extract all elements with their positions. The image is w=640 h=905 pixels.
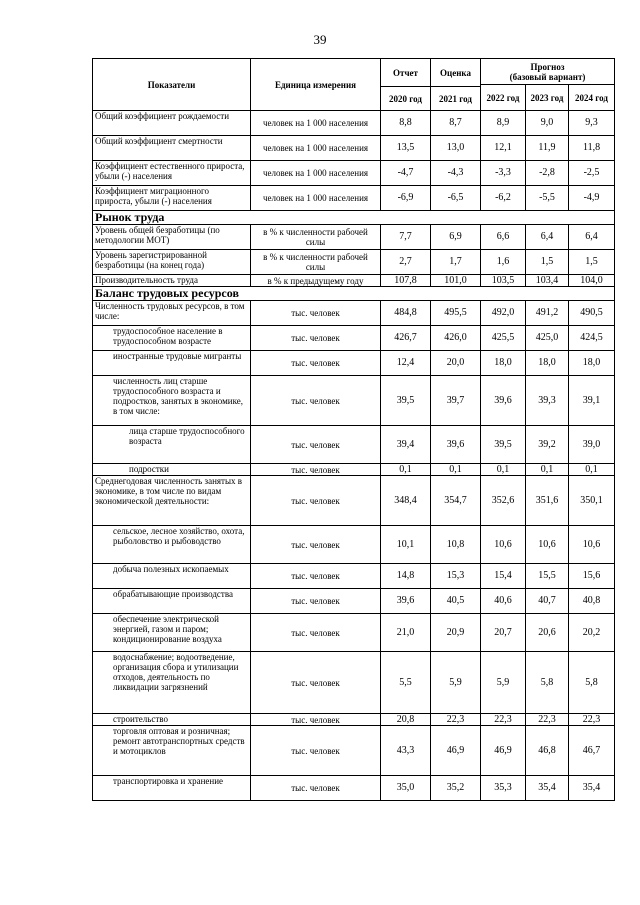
unit-cell: тыс. человек — [251, 476, 381, 526]
value-cell: -3,3 — [481, 161, 526, 186]
unit-cell: тыс. человек — [251, 326, 381, 351]
value-cell: 12,4 — [381, 351, 431, 376]
indicator-cell: Общий коэффициент смертности — [93, 136, 251, 161]
unit-cell: человек на 1 000 населения — [251, 111, 381, 136]
value-cell: 350,1 — [569, 476, 615, 526]
value-cell: 5,9 — [481, 652, 526, 714]
value-cell: 352,6 — [481, 476, 526, 526]
unit-cell: в % к численности рабочей силы — [251, 250, 381, 275]
value-cell: 426,7 — [381, 326, 431, 351]
value-cell: 13,5 — [381, 136, 431, 161]
table-row — [93, 614, 615, 652]
value-cell: 22,3 — [569, 714, 615, 726]
value-cell: 1,7 — [431, 250, 481, 275]
value-cell: 10,6 — [526, 526, 569, 564]
value-cell: 39,7 — [431, 376, 481, 426]
value-cell: 103,4 — [526, 275, 569, 287]
value-cell: 39,6 — [381, 589, 431, 614]
value-cell: 40,8 — [569, 589, 615, 614]
value-cell: 107,8 — [381, 275, 431, 287]
unit-cell: тыс. человек — [251, 526, 381, 564]
value-cell: 20,8 — [381, 714, 431, 726]
table-row — [93, 376, 615, 426]
table-row — [93, 326, 615, 351]
table-row — [93, 225, 615, 250]
unit-cell: тыс. человек — [251, 589, 381, 614]
unit-cell: человек на 1 000 населения — [251, 136, 381, 161]
value-cell: -2,5 — [569, 161, 615, 186]
value-cell: 39,4 — [381, 426, 431, 464]
value-cell: 0,1 — [481, 464, 526, 476]
header-unit: Единица измерения — [251, 59, 381, 111]
value-cell: 46,9 — [481, 726, 526, 776]
section-title: Рынок труда — [93, 211, 615, 225]
value-cell: 0,1 — [381, 464, 431, 476]
table-row — [93, 589, 615, 614]
header-indicators: Показатели — [93, 59, 251, 111]
table-row — [93, 726, 615, 776]
value-cell: 22,3 — [526, 714, 569, 726]
value-cell: 20,6 — [526, 614, 569, 652]
value-cell: 15,3 — [431, 564, 481, 589]
value-cell: 7,7 — [381, 225, 431, 250]
value-cell: 39,3 — [526, 376, 569, 426]
table-row — [93, 476, 615, 526]
page-number: 39 — [313, 32, 327, 47]
value-cell: 425,0 — [526, 326, 569, 351]
value-cell: -5,5 — [526, 186, 569, 211]
value-cell: 15,6 — [569, 564, 615, 589]
table-row — [93, 714, 615, 726]
value-cell: 18,0 — [569, 351, 615, 376]
value-cell: 6,9 — [431, 225, 481, 250]
value-cell: -4,9 — [569, 186, 615, 211]
indicator-cell: добыча полезных ископаемых — [93, 564, 251, 589]
value-cell: 22,3 — [431, 714, 481, 726]
value-cell: 39,6 — [481, 376, 526, 426]
indicator-cell: Коэффициент естественного прироста, убыли (-) населения — [93, 161, 251, 186]
value-cell: 13,0 — [431, 136, 481, 161]
header-forecast-line2: (базовый вариант) — [509, 71, 586, 82]
unit-cell: тыс. человек — [251, 351, 381, 376]
value-cell: 0,1 — [431, 464, 481, 476]
indicator-cell: Уровень зарегистрированной безработицы (на конец года) — [93, 250, 251, 275]
header-year-2020: 2020 год — [381, 87, 431, 111]
indicator-cell: численность лиц старше трудоспособного возраста и подростков, занятых в экономике, в том числе: — [93, 376, 251, 426]
table-body — [93, 111, 615, 801]
value-cell: 10,8 — [431, 526, 481, 564]
unit-cell: тыс. человек — [251, 776, 381, 801]
value-cell: 101,0 — [431, 275, 481, 287]
header-year-2024: 2024 год — [569, 85, 615, 111]
value-cell: 8,7 — [431, 111, 481, 136]
indicator-cell: торговля оптовая и розничная; ремонт автотранспортных средств и мотоциклов — [93, 726, 251, 776]
indicator-cell: Производительность труда — [93, 275, 251, 287]
unit-cell: в % к численности рабочей силы — [251, 225, 381, 250]
value-cell: 11,8 — [569, 136, 615, 161]
header-year-2021: 2021 год — [431, 87, 481, 111]
unit-cell: тыс. человек — [251, 652, 381, 714]
indicator-cell: сельское, лесное хозяйство, охота, рыболовство и рыбоводство — [93, 526, 251, 564]
section-row — [93, 211, 615, 225]
value-cell: -4,7 — [381, 161, 431, 186]
value-cell: 15,4 — [481, 564, 526, 589]
value-cell: 6,4 — [569, 225, 615, 250]
table-row — [93, 136, 615, 161]
section-row — [93, 287, 615, 301]
value-cell: 0,1 — [569, 464, 615, 476]
unit-cell: человек на 1 000 населения — [251, 186, 381, 211]
table-header — [93, 59, 615, 111]
value-cell: 104,0 — [569, 275, 615, 287]
value-cell: 103,5 — [481, 275, 526, 287]
value-cell: 20,2 — [569, 614, 615, 652]
unit-cell: в % к предыдущему году — [251, 275, 381, 287]
value-cell: 9,3 — [569, 111, 615, 136]
header-year-2022: 2022 год — [481, 85, 526, 111]
value-cell: 20,0 — [431, 351, 481, 376]
value-cell: -6,5 — [431, 186, 481, 211]
value-cell: 426,0 — [431, 326, 481, 351]
indicator-cell: водоснабжение; водоотведение, организация сбора и утилизации отходов, деятельность по ликвидации загрязнений — [93, 652, 251, 714]
value-cell: 35,3 — [481, 776, 526, 801]
indicator-cell: Общий коэффициент рождаемости — [93, 111, 251, 136]
header-report: Отчет — [381, 59, 431, 87]
value-cell: 10,1 — [381, 526, 431, 564]
value-cell: 39,5 — [381, 376, 431, 426]
unit-cell: тыс. человек — [251, 714, 381, 726]
value-cell: 351,6 — [526, 476, 569, 526]
value-cell: 425,5 — [481, 326, 526, 351]
value-cell: 11,9 — [526, 136, 569, 161]
value-cell: 0,1 — [526, 464, 569, 476]
value-cell: -6,9 — [381, 186, 431, 211]
indicator-cell: подростки — [93, 464, 251, 476]
value-cell: 10,6 — [481, 526, 526, 564]
value-cell: 35,4 — [526, 776, 569, 801]
unit-cell: тыс. человек — [251, 726, 381, 776]
table-row — [93, 652, 615, 714]
table-row — [93, 275, 615, 287]
value-cell: 46,8 — [526, 726, 569, 776]
section-title: Баланс трудовых ресурсов — [93, 287, 615, 301]
value-cell: 39,1 — [569, 376, 615, 426]
value-cell: 22,3 — [481, 714, 526, 726]
unit-cell: тыс. человек — [251, 614, 381, 652]
value-cell: 10,6 — [569, 526, 615, 564]
value-cell: 20,9 — [431, 614, 481, 652]
value-cell: 43,3 — [381, 726, 431, 776]
header-estimate: Оценка — [431, 59, 481, 87]
value-cell: 12,1 — [481, 136, 526, 161]
unit-cell: тыс. человек — [251, 464, 381, 476]
value-cell: 5,8 — [526, 652, 569, 714]
value-cell: 35,2 — [431, 776, 481, 801]
header-forecast-line1: Прогноз — [530, 61, 565, 72]
value-cell: 46,9 — [431, 726, 481, 776]
indicator-cell: обрабатывающие производства — [93, 589, 251, 614]
value-cell: 39,2 — [526, 426, 569, 464]
value-cell: 8,9 — [481, 111, 526, 136]
value-cell: 495,5 — [431, 301, 481, 326]
value-cell: 20,7 — [481, 614, 526, 652]
value-cell: 40,6 — [481, 589, 526, 614]
indicator-cell: Среднегодовая численность занятых в экономике, в том числе по видам экономической деятельности: — [93, 476, 251, 526]
unit-cell: тыс. человек — [251, 426, 381, 464]
value-cell: 484,8 — [381, 301, 431, 326]
value-cell: -2,8 — [526, 161, 569, 186]
indicator-cell: Коэффициент миграционного прироста, убыли (-) населения — [93, 186, 251, 211]
value-cell: 491,2 — [526, 301, 569, 326]
value-cell: 2,7 — [381, 250, 431, 275]
indicator-cell: лица старше трудоспособного возраста — [93, 426, 251, 464]
table-row — [93, 351, 615, 376]
indicator-cell: Численность трудовых ресурсов, в том числе: — [93, 301, 251, 326]
table-row — [93, 776, 615, 801]
indicator-cell: обеспечение электрической энергией, газом и паром; кондиционирование воздуха — [93, 614, 251, 652]
value-cell: 40,7 — [526, 589, 569, 614]
table-row — [93, 564, 615, 589]
value-cell: 1,5 — [569, 250, 615, 275]
value-cell: 39,5 — [481, 426, 526, 464]
value-cell: 18,0 — [526, 351, 569, 376]
header-forecast — [481, 59, 615, 85]
value-cell: -6,2 — [481, 186, 526, 211]
value-cell: 9,0 — [526, 111, 569, 136]
value-cell: 492,0 — [481, 301, 526, 326]
value-cell: 39,6 — [431, 426, 481, 464]
value-cell: 5,5 — [381, 652, 431, 714]
table-row — [93, 464, 615, 476]
unit-cell: тыс. человек — [251, 564, 381, 589]
value-cell: 348,4 — [381, 476, 431, 526]
value-cell: 18,0 — [481, 351, 526, 376]
table-row — [93, 301, 615, 326]
unit-cell: тыс. человек — [251, 301, 381, 326]
value-cell: 14,8 — [381, 564, 431, 589]
header-year-2023: 2023 год — [526, 85, 569, 111]
unit-cell: человек на 1 000 населения — [251, 161, 381, 186]
indicator-cell: транспортировка и хранение — [93, 776, 251, 801]
value-cell: 6,4 — [526, 225, 569, 250]
value-cell: 424,5 — [569, 326, 615, 351]
value-cell: 6,6 — [481, 225, 526, 250]
value-cell: 5,9 — [431, 652, 481, 714]
indicator-cell: трудоспособное население в трудоспособном возрасте — [93, 326, 251, 351]
value-cell: 46,7 — [569, 726, 615, 776]
value-cell: 490,5 — [569, 301, 615, 326]
value-cell: 1,5 — [526, 250, 569, 275]
value-cell: 8,8 — [381, 111, 431, 136]
value-cell: 5,8 — [569, 652, 615, 714]
table-row — [93, 250, 615, 275]
table-row — [93, 526, 615, 564]
table-row — [93, 186, 615, 211]
value-cell: 1,6 — [481, 250, 526, 275]
indicator-cell: Уровень общей безработицы (по методологии МОТ) — [93, 225, 251, 250]
value-cell: 40,5 — [431, 589, 481, 614]
indicator-cell: иностранные трудовые мигранты — [93, 351, 251, 376]
value-cell: 39,0 — [569, 426, 615, 464]
value-cell: 354,7 — [431, 476, 481, 526]
table-row — [93, 161, 615, 186]
value-cell: -4,3 — [431, 161, 481, 186]
unit-cell: тыс. человек — [251, 376, 381, 426]
indicator-cell: строительство — [93, 714, 251, 726]
indicators-table — [92, 58, 615, 801]
value-cell: 21,0 — [381, 614, 431, 652]
value-cell: 35,0 — [381, 776, 431, 801]
value-cell: 15,5 — [526, 564, 569, 589]
value-cell: 35,4 — [569, 776, 615, 801]
table-row — [93, 111, 615, 136]
table-row — [93, 426, 615, 464]
